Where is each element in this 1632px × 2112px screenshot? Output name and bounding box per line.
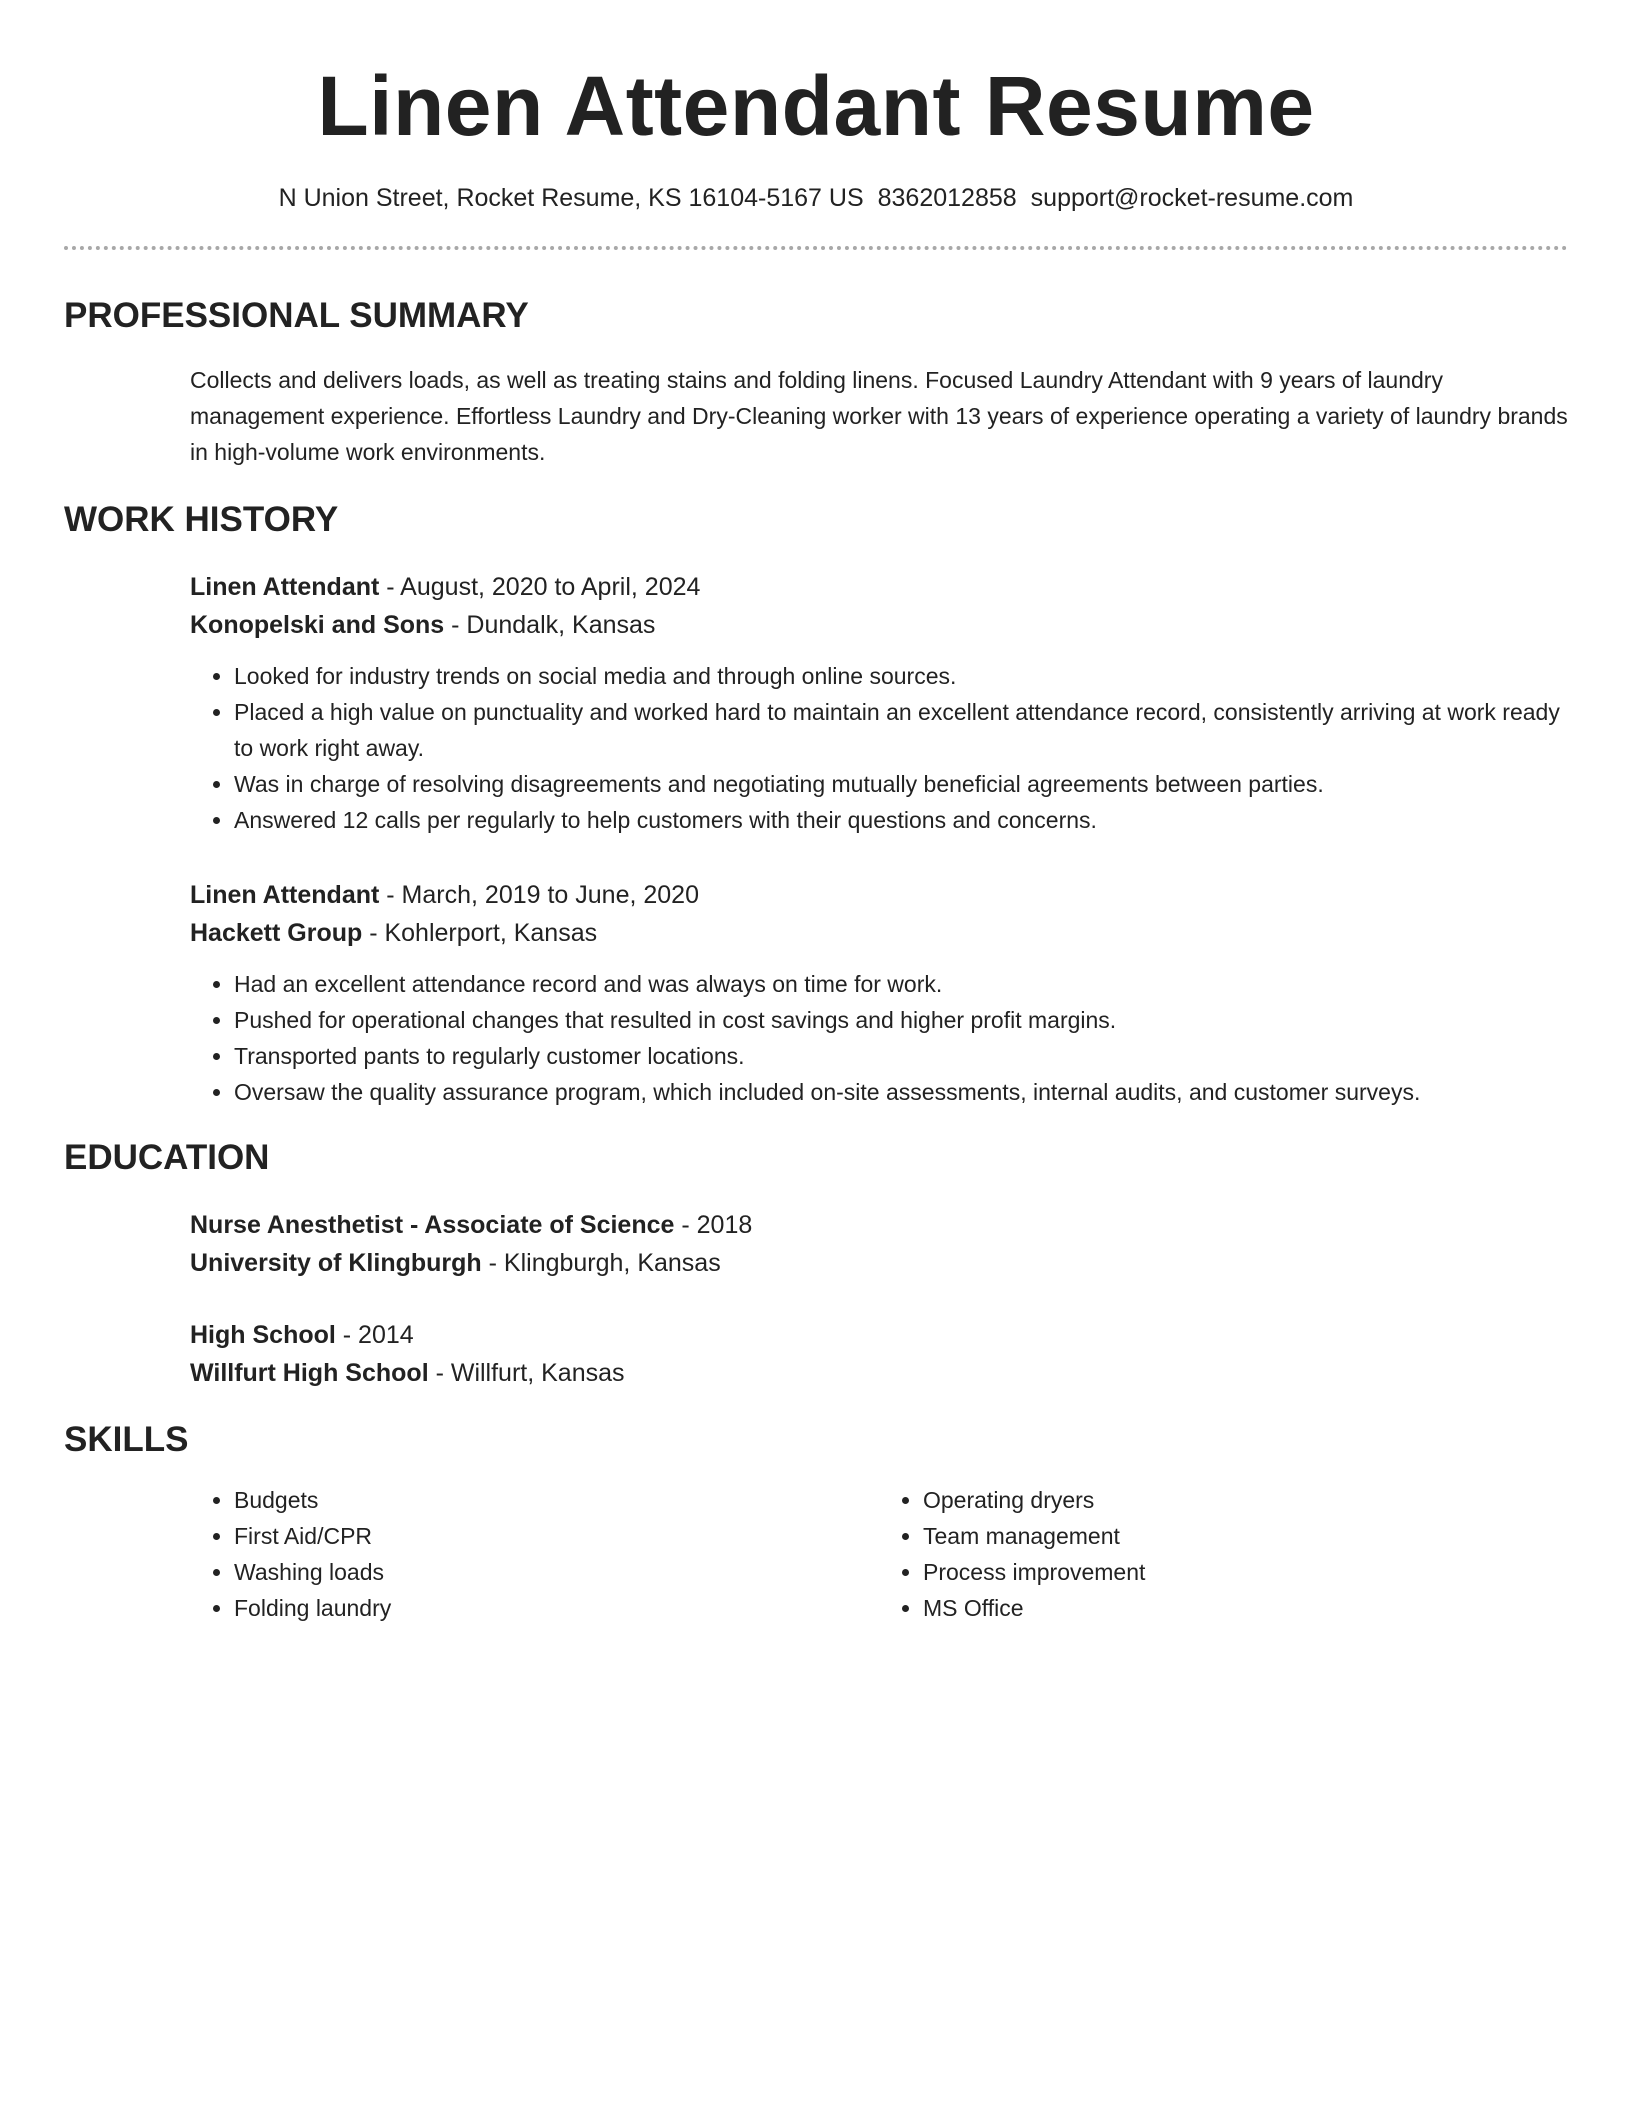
job-bullets xyxy=(190,966,1568,1110)
skills-column-left xyxy=(190,1482,879,1626)
education-location: - Klingburgh, Kansas xyxy=(481,1249,721,1277)
job-bullet: • Had an excellent attendance record and was always on time for work. xyxy=(234,966,1568,1002)
section-title-summary: PROFESSIONAL SUMMARY xyxy=(64,296,529,335)
job-bullet: • Was in charge of resolving disagreements and negotiating mutually beneficial agreements between parties. xyxy=(234,766,1568,802)
job-dates: - March, 2019 to June, 2020 xyxy=(379,881,699,909)
education-entry xyxy=(190,1206,1568,1282)
job-dates: - August, 2020 to April, 2024 xyxy=(379,573,701,601)
contact-address: N Union Street, Rocket Resume, KS 16104-5167 US xyxy=(278,184,864,212)
education-school-line xyxy=(190,1244,1568,1282)
skill-item: • Operating dryers xyxy=(923,1482,1568,1518)
header-divider xyxy=(64,246,1568,250)
education-entry xyxy=(190,1316,1568,1392)
job-company-line xyxy=(190,914,1568,952)
job-entry xyxy=(190,876,1568,1110)
education-degree: Nurse Anesthetist - Associate of Science xyxy=(190,1211,675,1239)
section-title-education: EDUCATION xyxy=(64,1138,270,1177)
job-role: Linen Attendant xyxy=(190,573,380,601)
contact-email: support@rocket-resume.com xyxy=(1030,184,1354,212)
job-bullet: • Answered 12 calls per regularly to help customers with their questions and concerns. xyxy=(234,802,1568,838)
job-company-line xyxy=(190,606,1568,644)
job-bullet: • Transported pants to regularly customer locations. xyxy=(234,1038,1568,1074)
job-role-line xyxy=(190,568,1568,606)
job-role: Linen Attendant xyxy=(190,881,380,909)
skill-item: • First Aid/CPR xyxy=(234,1518,879,1554)
job-role-line xyxy=(190,876,1568,914)
education-location: - Willfurt, Kansas xyxy=(428,1359,625,1387)
job-bullet: • Placed a high value on punctuality and worked hard to maintain an excellent attendance record, consistently arriving at work ready to work right away. xyxy=(234,694,1568,766)
skill-item: • Process improvement xyxy=(923,1554,1568,1590)
job-location: - Kohlerport, Kansas xyxy=(362,919,598,947)
job-bullet: • Oversaw the quality assurance program, which included on-site assessments, internal audits, and customer surveys. xyxy=(234,1074,1568,1110)
job-bullets xyxy=(190,658,1568,838)
skill-item: • Washing loads xyxy=(234,1554,879,1590)
education-year: - 2014 xyxy=(335,1321,414,1349)
education-degree-line xyxy=(190,1206,1568,1244)
job-company: Hackett Group xyxy=(190,919,363,947)
contact-phone: 8362012858 xyxy=(877,184,1017,212)
section-title-work-history: WORK HISTORY xyxy=(64,500,339,539)
summary-text: Collects and delivers loads, as well as treating stains and folding linens. Focused Laundry Attendant with 9 years of laundry management experience. Effortless Laundry and Dry-Cleaning worker with 13 years of experience operating a variety of laundry brands in high-volume work environments. xyxy=(190,367,1568,465)
skill-item: • Budgets xyxy=(234,1482,879,1518)
section-title-skills: SKILLS xyxy=(64,1420,189,1459)
skill-item: • Team management xyxy=(923,1518,1568,1554)
education-school: University of Klingburgh xyxy=(190,1249,482,1277)
education-degree: High School xyxy=(190,1321,336,1349)
contact-line xyxy=(64,182,1568,214)
education-school: Willfurt High School xyxy=(190,1359,429,1387)
resume-title: Linen Attendant Resume xyxy=(317,59,1315,153)
job-entry xyxy=(190,568,1568,838)
education-school-line xyxy=(190,1354,1568,1392)
education-degree-line xyxy=(190,1316,1568,1354)
job-location: - Dundalk, Kansas xyxy=(444,611,656,639)
job-bullet: • Pushed for operational changes that resulted in cost savings and higher profit margins. xyxy=(234,1002,1568,1038)
skill-item: • Folding laundry xyxy=(234,1590,879,1626)
skills-grid xyxy=(190,1482,1568,1626)
education-year: - 2018 xyxy=(674,1211,753,1239)
job-bullet: • Looked for industry trends on social media and through online sources. xyxy=(234,658,1568,694)
skill-item: • MS Office xyxy=(923,1590,1568,1626)
skills-column-right xyxy=(879,1482,1568,1626)
job-company: Konopelski and Sons xyxy=(190,611,445,639)
